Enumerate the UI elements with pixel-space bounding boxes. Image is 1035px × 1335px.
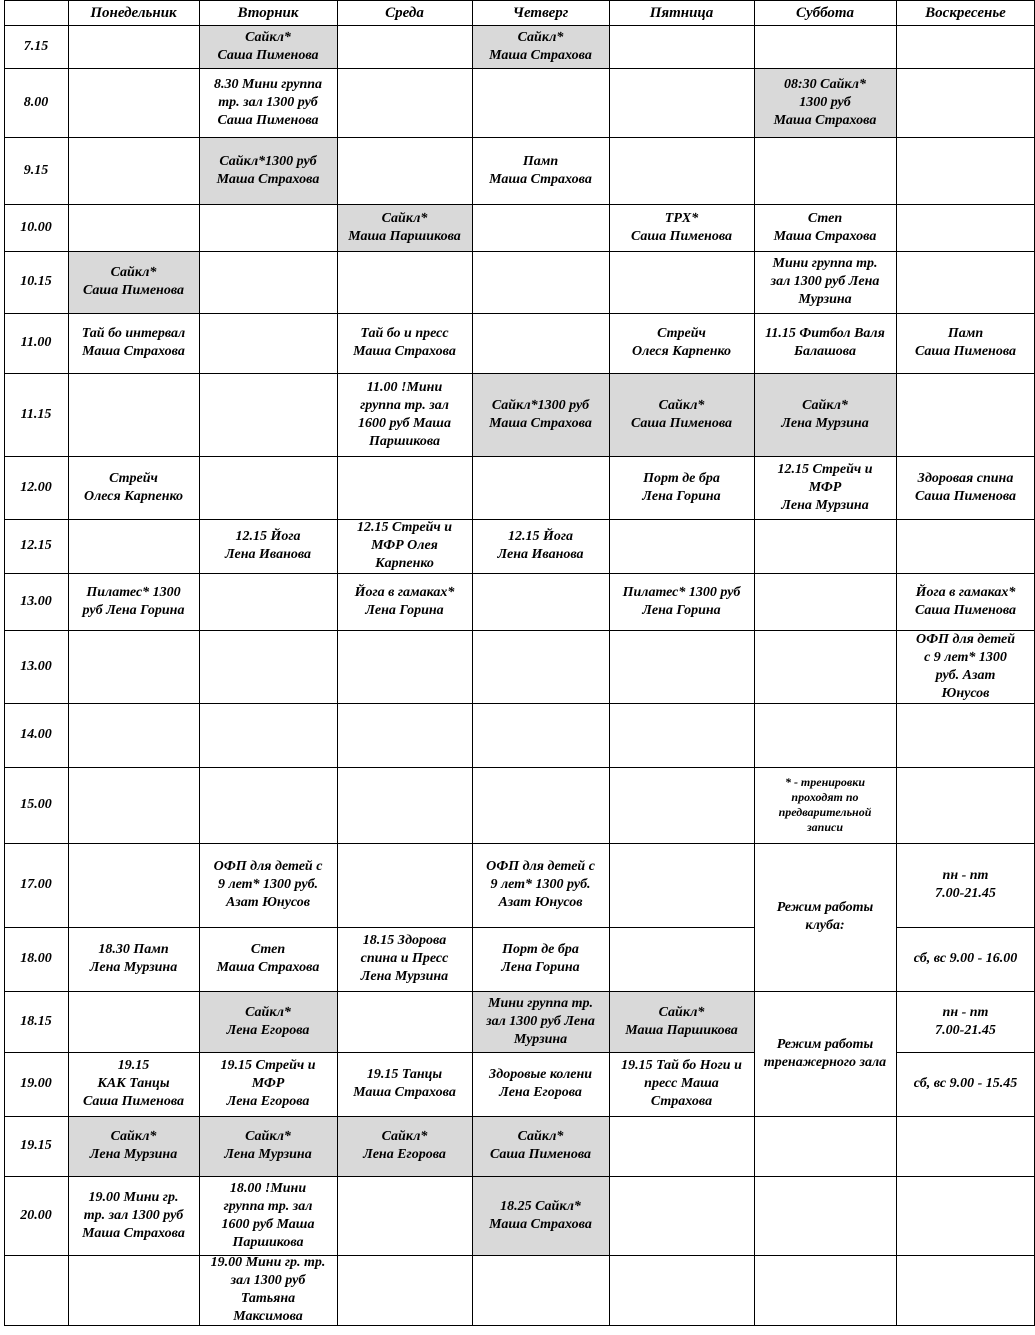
time-label: 7.15 — [23, 38, 49, 54]
day-header: Понедельник — [90, 4, 177, 21]
day-header: Четверг — [512, 4, 569, 21]
grid-line — [199, 373, 338, 374]
grid-line — [472, 630, 610, 631]
time-label: 13.00 — [20, 593, 52, 609]
grid-line — [896, 767, 1035, 768]
day-header: Среда — [385, 4, 424, 21]
grid-line — [609, 519, 755, 520]
class-cell: 19.15 КАК Танцы Саша Пименова — [82, 1058, 184, 1109]
class-cell-cycle: Мини группа тр. зал 1300 руб Лена Мурзина — [486, 995, 595, 1047]
class-cell: Йога в гамаках* Лена Горина — [354, 584, 455, 618]
grid-line — [337, 137, 473, 138]
grid-line — [609, 68, 755, 69]
grid-line — [609, 703, 755, 704]
class-cell-cycle: Сайкл*1300 руб Маша Страхова — [216, 153, 320, 187]
class-cell: 19.15 Стрейч и МФР Лена Егорова — [220, 1058, 316, 1109]
class-cell: Степ Маша Страхова — [216, 942, 320, 975]
class-cell: 12.15 Йога Лена Иванова — [224, 529, 312, 562]
class-cell: 12.15 Стрейч и МФР Лена Мурзина — [777, 461, 873, 513]
grid-line — [472, 767, 610, 768]
class-cell: TPX* Саша Пименова — [630, 210, 732, 244]
class-cell: 19.15 Тай бо Ноги и пресс Маша Страхова — [621, 1058, 742, 1109]
grid-line — [754, 137, 897, 138]
class-cell: 12.15 Йога Лена Иванова — [497, 529, 584, 562]
grid-line — [68, 843, 200, 844]
grid-line — [472, 1255, 610, 1256]
class-cell-cycle: Сайкл* Маша Страхова — [489, 29, 592, 63]
grid-line — [337, 1176, 473, 1177]
class-cell: 8.30 Мини группа тр. зал 1300 руб Саша Пименова — [213, 76, 323, 128]
class-cell: 18.00 !Мини группа тр. зал 1600 руб Маша Паршикова — [221, 1180, 315, 1250]
time-label: 10.00 — [20, 219, 52, 235]
grid-line — [896, 519, 1035, 520]
day-header: Воскресенье — [925, 4, 1006, 21]
grid-line — [754, 25, 897, 26]
grid-line — [754, 573, 897, 574]
grid-line — [68, 519, 200, 520]
grid-line — [199, 573, 338, 574]
grid-line — [199, 1325, 338, 1326]
class-cell-cycle: Сайкл* Лена Мурзина — [89, 1129, 178, 1162]
class-cell: Тай бо интервал Маша Страхова — [81, 326, 186, 359]
class-cell-cycle: Сайкл* Лена Мурзина — [781, 397, 869, 431]
grid-line — [337, 630, 473, 631]
class-cell: Мини группа тр. зал 1300 руб Лена Мурзина — [770, 256, 880, 307]
grid-line — [337, 1255, 473, 1256]
class-cell: пн - пт 7.00-21.45 — [935, 1004, 996, 1038]
class-cell-cycle: 08:30 Сайкл* 1300 руб Маша Страхова — [773, 76, 877, 128]
grid-line — [68, 1255, 200, 1256]
time-label: 11.15 — [20, 406, 52, 422]
class-cell-cycle: Сайкл* Маша Паршикова — [625, 1004, 738, 1038]
class-cell: 19.00 Мини гр. тр. зал 1300 руб Маша Страхова — [82, 1189, 185, 1241]
class-cell: 11.00 !Мини группа тр. зал 1600 руб Маша Паршикова — [358, 379, 451, 449]
grid-line — [199, 204, 338, 205]
class-cell-cycle: Сайкл* Лена Егорова — [363, 1129, 446, 1162]
grid-line — [199, 703, 338, 704]
day-header: Пятница — [649, 4, 714, 21]
grid-line — [68, 703, 200, 704]
grid-line — [337, 1325, 473, 1326]
class-cell: Пилатес* 1300 руб Лена Горина — [622, 584, 741, 618]
time-label — [4, 1255, 68, 1325]
time-label: 19.00 — [20, 1076, 52, 1091]
grid-line — [337, 68, 473, 69]
time-label: 17.00 — [20, 877, 52, 892]
class-cell: 12.15 Стрейч и МФР Олея Карпенко — [356, 520, 453, 571]
class-cell: ОФП для детей с 9 лет* 1300 руб. Азат Юнусов — [213, 859, 323, 910]
class-cell: 19.15 Танцы Маша Страхова — [353, 1067, 456, 1100]
time-label: 9.15 — [23, 162, 49, 178]
grid-line — [337, 456, 473, 457]
class-cell: Режим работы тренажерного зала — [763, 1036, 887, 1070]
grid-line — [754, 1176, 897, 1177]
grid-line — [337, 251, 473, 252]
grid-line — [199, 456, 338, 457]
class-cell: 11.15 Фитбол Валя Балашова — [765, 326, 885, 359]
grid-line — [472, 573, 610, 574]
grid-line — [754, 1325, 897, 1326]
class-cell-cycle: Сайкл* Лена Мурзина — [224, 1129, 312, 1162]
time-label: 19.15 — [20, 1138, 52, 1153]
class-cell-cycle: Сайкл*1300 руб Маша Страхова — [489, 397, 592, 431]
class-cell: * - тренировки проходят по предварительной записи — [778, 775, 872, 834]
class-cell: сб, вс 9.00 - 15.45 — [913, 1076, 1018, 1091]
class-cell: Стрейч Олеся Карпенко — [83, 470, 184, 504]
class-cell: 19.00 Мини гр. тр. зал 1300 руб Татьяна Максимова — [210, 1255, 326, 1324]
class-cell: Порт де бра Лена Горина — [501, 942, 580, 975]
class-cell: Тай бо и пресс Маша Страхова — [353, 326, 456, 359]
grid-line — [896, 68, 1035, 69]
grid-line — [68, 204, 200, 205]
grid-line — [199, 313, 338, 314]
grid-line — [472, 251, 610, 252]
grid-line — [609, 137, 755, 138]
grid-line — [609, 25, 755, 26]
grid-line — [199, 630, 338, 631]
class-cell: 18.30 Памп Лена Мурзина — [89, 942, 178, 975]
class-cell: Памп Маша Страхова — [489, 153, 592, 187]
day-header: Вторник — [237, 4, 299, 21]
grid-line — [472, 456, 610, 457]
time-label: 20.00 — [20, 1207, 52, 1223]
grid-line — [609, 927, 755, 928]
day-header: Суббота — [795, 4, 855, 21]
grid-line — [68, 25, 200, 26]
grid-line — [68, 1325, 200, 1326]
grid-line — [896, 25, 1035, 26]
time-label: 10.15 — [20, 274, 52, 289]
time-label: 12.15 — [20, 538, 52, 553]
class-cell-cycle: Сайкл* Лена Егорова — [226, 1004, 310, 1038]
class-cell-cycle: 18.25 Сайкл* Маша Страхова — [489, 1198, 592, 1232]
class-cell: ОФП для детей с 9 лет* 1300 руб. Азат Юнусов — [915, 631, 1016, 701]
grid-line — [754, 1116, 897, 1117]
class-cell: 18.15 Здорова спина и Пресс Лена Мурзина — [360, 933, 449, 984]
grid-line — [4, 0, 69, 1]
grid-line — [896, 1325, 1035, 1326]
time-label: 11.00 — [20, 335, 52, 350]
grid-line — [609, 843, 755, 844]
grid-line — [609, 1176, 755, 1177]
grid-line — [68, 630, 200, 631]
class-cell: Стрейч Олеся Карпенко — [631, 326, 732, 359]
grid-line — [896, 251, 1035, 252]
grid-line — [754, 1255, 897, 1256]
grid-line — [609, 1116, 755, 1117]
class-cell-cycle: Сайкл* Саша Пименова — [630, 397, 732, 431]
grid-line — [68, 137, 200, 138]
grid-line — [337, 703, 473, 704]
grid-line — [337, 767, 473, 768]
grid-line — [609, 251, 755, 252]
grid-line — [896, 137, 1035, 138]
grid-line — [199, 251, 338, 252]
grid-line — [896, 1255, 1035, 1256]
class-cell: Здоровые колени Лена Егорова — [488, 1067, 593, 1100]
time-label: 18.15 — [20, 1013, 52, 1029]
time-label: 14.00 — [20, 727, 52, 742]
class-cell: пн - пт 7.00-21.45 — [935, 868, 996, 901]
class-cell: сб, вс 9.00 - 16.00 — [913, 951, 1018, 966]
class-cell: Йога в гамаках* Саша Пименова — [914, 584, 1016, 618]
class-cell: Пилатес* 1300 руб Лена Горина — [82, 584, 185, 618]
grid-line — [609, 1325, 755, 1326]
class-cell: ОФП для детей с 9 лет* 1300 руб. Азат Юнусов — [486, 859, 595, 910]
class-cell-cycle: Сайкл* Саша Пименова — [489, 1129, 591, 1162]
grid-line — [199, 767, 338, 768]
grid-line — [472, 1325, 610, 1326]
grid-line — [896, 703, 1035, 704]
grid-line — [754, 519, 897, 520]
grid-line — [609, 1255, 755, 1256]
class-cell-cycle: Сайкл* Саша Пименова — [82, 265, 184, 298]
grid-line — [337, 991, 473, 992]
class-cell: Степ Маша Страхова — [773, 210, 877, 244]
class-cell: Порт де бра Лена Горина — [642, 470, 721, 504]
grid-line — [896, 373, 1035, 374]
time-label: 8.00 — [23, 94, 49, 110]
time-label: 13.00 — [20, 658, 52, 674]
grid-line — [68, 767, 200, 768]
grid-line — [4, 1325, 69, 1326]
grid-line — [896, 1116, 1035, 1117]
grid-line — [68, 991, 200, 992]
grid-line — [609, 630, 755, 631]
grid-line — [609, 0, 610, 1325]
grid-line — [754, 0, 755, 1325]
class-cell-cycle: Сайкл* Саша Пименова — [217, 29, 319, 63]
class-cell-cycle: Сайкл* Маша Паршикова — [348, 210, 461, 244]
grid-line — [472, 313, 610, 314]
time-label: 15.00 — [20, 797, 52, 812]
class-cell: Здоровая спина Саша Пименова — [914, 470, 1016, 504]
grid-line — [337, 25, 473, 26]
grid-line — [472, 703, 610, 704]
grid-line — [68, 68, 200, 69]
grid-line — [754, 703, 897, 704]
grid-line — [68, 373, 200, 374]
grid-line — [609, 767, 755, 768]
grid-line — [754, 630, 897, 631]
grid-line — [337, 843, 473, 844]
grid-line — [472, 68, 610, 69]
time-label: 12.00 — [20, 479, 52, 495]
grid-line — [896, 204, 1035, 205]
time-label: 18.00 — [20, 951, 52, 966]
class-cell: Памп Саша Пименова — [914, 326, 1016, 359]
grid-line — [896, 1176, 1035, 1177]
grid-line — [472, 204, 610, 205]
class-cell: Режим работы клуба: — [776, 900, 874, 933]
